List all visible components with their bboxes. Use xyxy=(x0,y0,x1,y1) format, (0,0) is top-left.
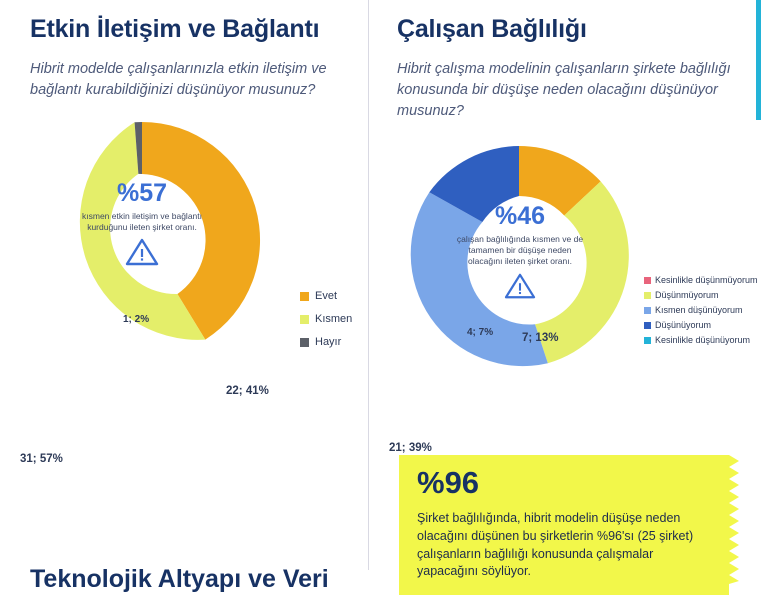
left-page-title: Etkin İletişim ve Bağlantı xyxy=(30,15,320,43)
legend-label: Evet xyxy=(315,290,338,302)
right-chart xyxy=(369,122,761,454)
panel-left xyxy=(0,0,368,465)
legend-swatch-icon xyxy=(644,277,651,284)
right-label-kesinlikle-dusunmuyorum: 7; 13% xyxy=(522,331,559,344)
callout-percent: %96 xyxy=(417,465,480,500)
panel-right xyxy=(369,0,761,454)
bottom-page-title: Teknolojik Altyapı ve Veri xyxy=(30,565,329,593)
legend-swatch-icon xyxy=(644,337,651,344)
legend-item-dusunmuyorum xyxy=(644,290,758,300)
legend-item-kismen xyxy=(300,313,352,325)
right-center-text: çalışan bağlılığında kısmen ve de tamamen bir düşüşe neden olacağını ileten şirket oranı. xyxy=(456,233,584,267)
left-center-percent: %57 xyxy=(116,178,168,207)
left-legend xyxy=(300,290,352,359)
legend-swatch-icon xyxy=(300,315,309,324)
legend-label: Kesinlikle düşünmüyorum xyxy=(655,275,758,285)
legend-swatch-icon xyxy=(300,292,309,301)
legend-label: Düşünüyorum xyxy=(655,320,712,330)
legend-swatch-icon xyxy=(300,338,309,347)
legend-swatch-icon xyxy=(644,322,651,329)
left-label-hayir: 1; 2% xyxy=(123,313,150,325)
legend-item-kesinlikle-dusunuyorum xyxy=(644,335,758,345)
left-label-kismen: 31; 57% xyxy=(20,452,63,465)
callout-zigzag-edge xyxy=(729,455,739,584)
legend-label: Düşünmüyorum xyxy=(655,290,719,300)
right-label-kismen-dusunuyorum: 21; 39% xyxy=(389,441,432,454)
legend-swatch-icon xyxy=(644,292,651,299)
left-center-text: kısmen etkin iletişim ve bağlantı kurduğunu ileten şirket oranı. xyxy=(82,210,202,232)
left-donut-svg xyxy=(12,105,272,375)
right-subtitle: Hibrit çalışma modelinin çalışanların şirkete bağlılığı konusunda bir düşüşe neden olacağını düşünüyor musunuz? xyxy=(397,60,731,119)
right-label-dusunuyorum: 4; 7% xyxy=(467,326,494,338)
legend-item-kismen-dusunuyorum xyxy=(644,305,758,315)
legend-label: Kısmen düşünüyorum xyxy=(655,305,743,315)
legend-label: Kesinlikle düşünüyorum xyxy=(655,335,751,345)
legend-item-evet xyxy=(300,290,352,302)
legend-label: Hayır xyxy=(315,336,342,348)
callout-body: Şirket bağlılığında, hibrit modelin düşüşe neden olacağını düşünen bu şirketlerin %96'sı (25 şirket) çalışanların bağlılığı konusunda çalışmalar yapacağını söylüyor. xyxy=(417,511,694,579)
legend-item-hayir xyxy=(300,336,352,348)
right-donut-svg xyxy=(397,130,647,390)
callout-box xyxy=(399,455,729,595)
legend-item-kesinlikle-dusunmuyorum xyxy=(644,275,758,285)
right-center-percent: %46 xyxy=(494,201,546,230)
right-legend xyxy=(644,275,758,350)
legend-label: Kısmen xyxy=(315,313,353,325)
right-page-title: Çalışan Bağlılığı xyxy=(397,15,587,43)
right-donut-area xyxy=(369,122,761,412)
legend-item-dusunuyorum xyxy=(644,320,758,330)
left-label-evet: 22; 41% xyxy=(226,384,269,397)
left-subtitle: Hibrit modelde çalışanlarınızla etkin iletişim ve bağlantı kurabildiğinizi düşünüyor musunuz? xyxy=(30,60,327,98)
legend-swatch-icon xyxy=(644,307,651,314)
